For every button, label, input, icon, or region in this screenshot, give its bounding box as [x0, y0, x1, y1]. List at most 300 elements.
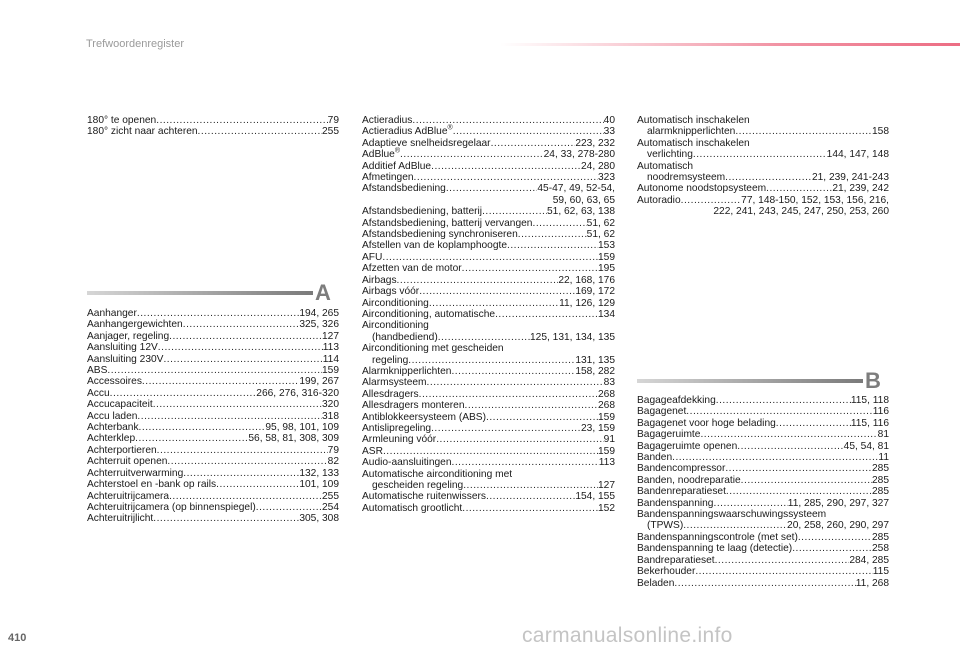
dot-leader — [429, 298, 559, 309]
index-entry — [87, 491, 339, 502]
index-entry-pages: 127 — [598, 480, 615, 491]
dot-leader — [681, 195, 742, 206]
dot-leader — [482, 206, 547, 217]
dot-leader — [400, 149, 544, 160]
dot-leader — [725, 172, 812, 183]
index-entry — [362, 343, 615, 366]
index-entry-term: 180° zicht naar achteren — [87, 126, 198, 138]
dot-leader — [431, 161, 581, 172]
dot-leader — [408, 355, 575, 366]
index-entry-pages: 56, 58, 81, 308, 309 — [248, 433, 339, 445]
dot-leader — [419, 389, 598, 400]
index-entry-pages: 323 — [598, 172, 615, 184]
index-entry-pages: 113 — [322, 342, 339, 354]
dot-leader — [798, 532, 872, 543]
dot-leader — [446, 183, 538, 194]
index-entry — [87, 308, 339, 319]
index-entry — [637, 555, 889, 566]
index-entry-term: Afstandsbediening synchroniseren — [362, 229, 518, 241]
index-entry-term: Airconditioning — [362, 297, 429, 309]
index-entry-pages: 144, 147, 148 — [826, 149, 889, 161]
index-entry — [362, 400, 615, 411]
index-entry-pages: 159 — [598, 411, 615, 423]
index-entry-pages: 223, 232 — [575, 137, 615, 149]
index-entry-term: Achterklep — [87, 433, 136, 445]
index-entry-term: Achteruitrijcamera — [87, 490, 170, 502]
index-entry-term: Afstellen van de koplamphoogte — [362, 240, 507, 252]
index-entry — [87, 411, 339, 422]
index-entry — [362, 377, 615, 388]
index-entry — [87, 456, 339, 467]
index-entry-pages: 134 — [598, 308, 615, 320]
index-entry-term: Automatisch inschakelen — [637, 115, 750, 126]
index-entry-term: Afmetingen — [362, 172, 414, 184]
index-entry-pages: 199, 267 — [299, 376, 339, 388]
dot-leader — [452, 457, 599, 468]
dot-leader — [156, 115, 327, 126]
index-entry-term: Achterruitverwarming — [87, 467, 184, 479]
index-entry-pages: 83 — [603, 377, 615, 389]
index-entry — [87, 331, 339, 342]
dot-leader — [216, 479, 299, 490]
index-entry — [362, 115, 615, 126]
index-entry-term: Adaptieve snelheidsregelaar — [362, 137, 491, 149]
index-entry — [87, 115, 339, 126]
index-entry — [87, 354, 339, 365]
index-entry-pages: 325, 326 — [299, 319, 339, 331]
index-entry-term: Accessoires — [87, 376, 142, 388]
index-entry-pages-continued: 59, 60, 63, 65 — [552, 194, 615, 206]
index-entry-term: Achterportieren — [87, 444, 157, 456]
dot-leader — [686, 406, 872, 417]
dot-leader — [414, 172, 598, 183]
dot-leader — [139, 422, 266, 433]
index-entry-pages: 266, 276, 316-320 — [256, 387, 339, 399]
dot-leader — [419, 286, 575, 297]
index-entry-term: ASR — [362, 445, 383, 457]
index-entry — [87, 388, 339, 399]
index-entry-pages: 285 — [872, 474, 889, 486]
section-a-letter: A — [315, 280, 331, 305]
index-entry — [362, 503, 615, 514]
index-entry-pages: 169, 172 — [575, 286, 615, 298]
index-entry-pages: 305, 308 — [299, 513, 339, 525]
index-entry — [87, 399, 339, 410]
index-entry — [362, 229, 615, 240]
index-entry-pages: 255 — [322, 490, 339, 502]
index-entry-pages: 91 — [603, 434, 615, 446]
index-entry — [362, 183, 615, 206]
index-entry-pages: 194, 265 — [299, 308, 339, 319]
dot-leader — [463, 480, 598, 491]
dot-leader — [507, 240, 598, 251]
dot-leader — [383, 446, 598, 457]
index-entry — [637, 138, 889, 161]
index-entry — [362, 457, 615, 468]
dot-leader — [427, 377, 604, 388]
index-entry-term: Bandenspanning — [637, 497, 714, 509]
index-entry-pages: 11 — [878, 452, 889, 464]
index-entry-term: Airconditioning met gescheiden — [362, 343, 504, 355]
dot-leader — [183, 319, 300, 330]
index-entry-term: Bagageafdekking — [637, 395, 716, 406]
header-accent-line — [500, 43, 960, 46]
index-entry — [87, 342, 339, 353]
index-entry-pages: 254 — [322, 501, 339, 513]
index-entry-term: Airbags vóór — [362, 286, 420, 298]
index-entry-pages: 159 — [322, 365, 339, 377]
index-entry — [637, 418, 889, 429]
index-entry-term: Accu laden — [87, 410, 138, 422]
index-entry — [362, 149, 615, 160]
index-entry-term: Automatisch inschakelen — [637, 137, 750, 149]
index-entry-pages: 21, 239, 241-243 — [811, 172, 889, 184]
index-entry-term: Accu — [87, 387, 110, 399]
index-entry-term: Achteruitrijcamera (op binnenspiegel) — [87, 501, 256, 513]
index-entry — [637, 395, 889, 406]
index-entry-term: Bagagenet voor hoge belading — [637, 417, 776, 429]
index-entry-pages: 285 — [872, 486, 889, 498]
index-entry-pages: 158 — [872, 126, 889, 138]
index-entry-pages: 268 — [598, 400, 615, 412]
index-entry — [637, 441, 889, 452]
index-entry — [362, 469, 615, 492]
index-entry-pages: 24, 280 — [581, 160, 615, 172]
index-entry-term: Alarmknipperlichten — [362, 365, 452, 377]
dot-leader — [167, 456, 327, 467]
dot-leader — [135, 433, 248, 444]
index-entry — [362, 389, 615, 400]
index-entry-pages: 153 — [598, 240, 615, 252]
index-entry-pages: 21, 239, 242 — [832, 183, 889, 195]
index-entry-term: Actieradius — [362, 115, 413, 126]
index-entry — [637, 463, 889, 474]
section-b-bar — [637, 379, 863, 383]
index-entry — [362, 366, 615, 377]
dot-leader — [741, 475, 872, 486]
index-entry — [637, 115, 889, 138]
index-entry — [362, 412, 615, 423]
index-entry-pages: 101, 109 — [299, 479, 339, 491]
index-entry — [362, 491, 615, 502]
index-entry — [362, 275, 615, 286]
index-entry-pages: 115 — [872, 566, 889, 578]
index-entry — [637, 509, 889, 532]
index-entry-term: Aansluiting 230V — [87, 353, 164, 365]
index-entry-term: Aanhanger — [87, 308, 137, 319]
watermark: carmanualsonline.info — [522, 624, 733, 647]
index-entry — [87, 468, 339, 479]
index-entry-term: Afzetten van de motor — [362, 263, 462, 275]
index-entry-pages: 95, 98, 101, 109 — [265, 422, 339, 434]
index-entry-term: Bandenspanningswaarschuwingssysteem — [637, 509, 827, 521]
index-entry — [637, 532, 889, 543]
index-entry-term: Aansluiting 12V — [87, 342, 158, 354]
index-entry-pages: 114 — [322, 353, 339, 365]
index-entry-pages: 159 — [598, 251, 615, 263]
dot-leader — [158, 342, 323, 353]
index-entry-pages: 51, 62, 63, 138 — [547, 206, 615, 218]
index-entry — [637, 406, 889, 417]
index-column-3-top — [637, 115, 889, 218]
index-entry-term: Actieradius AdBlue® — [362, 125, 453, 138]
index-entry-term: Automatisch grootlicht — [362, 502, 463, 514]
index-entry — [87, 479, 339, 490]
index-entry — [362, 172, 615, 183]
index-entry — [87, 502, 339, 513]
index-entry-term: Bandenreparatieset — [637, 486, 726, 498]
index-entry-term: Additief AdBlue — [362, 160, 432, 172]
index-entry-term: Bandencompressor — [637, 463, 726, 475]
index-entry — [362, 206, 615, 217]
index-entry — [637, 161, 889, 184]
dot-leader — [183, 468, 299, 479]
index-entry-pages: 158, 282 — [575, 365, 615, 377]
index-entry-term-continued: alarmknipperlichten — [647, 126, 736, 138]
index-entry-pages: 11, 126, 129 — [559, 297, 615, 309]
index-entry-pages: 159 — [598, 445, 615, 457]
dot-leader — [532, 218, 586, 229]
index-entry — [637, 195, 889, 218]
index-entry-term: Accucapaciteit — [87, 399, 153, 411]
section-a-bar — [87, 291, 313, 295]
dot-leader — [672, 452, 878, 463]
index-entry-term: Airbags — [362, 274, 397, 286]
index-entry-pages: 127 — [322, 330, 339, 342]
index-entry-pages: 115, 116 — [850, 417, 889, 429]
dot-leader — [451, 366, 575, 377]
index-entry-pages: 258 — [872, 543, 889, 555]
index-entry-term: Allesdragers monteren — [362, 400, 465, 412]
index-entry-term-continued: verlichting — [647, 149, 693, 161]
index-entry-term: Aanhangergewichten — [87, 319, 183, 331]
index-entry — [637, 498, 889, 509]
index-entry-pages: 285 — [872, 463, 889, 475]
index-entry-pages: 318 — [322, 410, 339, 422]
index-entry-pages: 45, 54, 81 — [843, 440, 889, 452]
index-entry-term: Afstandsbediening — [362, 183, 446, 195]
index-entry-term: Bekerhouder — [637, 566, 696, 578]
index-entry — [362, 252, 615, 263]
index-entry — [637, 429, 889, 440]
index-entry-term: Audio-aansluitingen — [362, 457, 452, 469]
index-entry-term: Achterstoel en -bank op rails — [87, 479, 217, 491]
dot-leader — [737, 441, 843, 452]
dot-leader — [198, 126, 322, 137]
index-entry — [637, 543, 889, 554]
index-entry-pages: 33 — [603, 126, 615, 138]
index-entry — [637, 566, 889, 577]
dot-leader — [163, 354, 322, 365]
index-entry-pages: 125, 131, 134, 135 — [530, 331, 615, 343]
dot-leader — [436, 434, 603, 445]
index-entry-term-continued: (TPWS) — [647, 520, 684, 532]
index-entry-pages: 40 — [603, 115, 615, 126]
index-entry-pages: 11, 285, 290, 297, 327 — [787, 497, 889, 509]
dot-leader — [713, 498, 787, 509]
index-entry-term: Antislipregeling — [362, 422, 432, 434]
index-entry — [87, 513, 339, 524]
dot-leader — [169, 491, 322, 502]
index-entry-term: Banden, noodreparatie — [637, 474, 741, 486]
index-column-1-top — [87, 115, 339, 138]
dot-leader — [153, 399, 322, 410]
index-entry-term: Banden — [637, 452, 673, 464]
index-entry-term: Allesdragers — [362, 388, 419, 400]
dot-leader — [683, 520, 787, 531]
index-entry — [362, 263, 615, 274]
index-entry-pages: 20, 258, 260, 290, 297 — [787, 520, 889, 532]
index-entry-pages-continued: 222, 241, 243, 245, 247, 250, 253, 260 — [713, 206, 889, 218]
dot-leader — [725, 463, 872, 474]
index-entry-term: Achterbank — [87, 422, 139, 434]
dot-leader — [431, 423, 581, 434]
dot-leader — [518, 229, 587, 240]
index-column-3-b — [637, 395, 889, 589]
index-entry-term: Bandreparatieset — [637, 554, 715, 566]
index-entry — [362, 434, 615, 445]
index-entry-pages: 255 — [322, 126, 339, 138]
index-entry-term: Bagageruimte — [637, 429, 701, 441]
index-column-1-a — [87, 308, 339, 525]
index-entry-term-continued: gescheiden regeling — [372, 480, 464, 491]
index-entry-term: Alarmsysteem — [362, 377, 427, 389]
index-entry-term-continued: (handbediend) — [372, 331, 438, 343]
index-entry-pages: 113 — [598, 457, 615, 469]
section-b-letter: B — [865, 368, 881, 393]
index-entry-term: Antiblokkeersysteem (ABS) — [362, 411, 486, 423]
index-entry-term: Armleuning vóór — [362, 434, 437, 446]
index-entry-term: 180° te openen — [87, 115, 157, 126]
dot-leader — [792, 543, 872, 554]
index-entry-term: Automatische ruitenwissers — [362, 491, 486, 503]
index-entry-term: Automatisch — [637, 160, 694, 172]
index-column-2 — [362, 115, 615, 514]
dot-leader — [462, 503, 598, 514]
index-entry-pages: 79 — [327, 115, 339, 126]
page-number: 410 — [8, 632, 27, 644]
index-entry-term-continued: regeling — [372, 354, 409, 366]
dot-leader — [382, 252, 598, 263]
dot-leader — [153, 513, 299, 524]
dot-leader — [735, 126, 872, 137]
index-entry — [362, 309, 615, 320]
dot-leader — [695, 566, 872, 577]
index-entry-term: Afstandsbediening, batterij — [362, 206, 483, 218]
index-entry-pages: 284, 285 — [849, 554, 889, 566]
dot-leader — [495, 309, 598, 320]
index-entry-term: AdBlue® — [362, 147, 401, 161]
index-entry — [362, 320, 615, 343]
index-entry-pages: 132, 133 — [299, 467, 339, 479]
dot-leader — [110, 388, 257, 399]
index-entry-pages: 115, 118 — [850, 395, 889, 406]
dot-leader — [776, 418, 851, 429]
index-entry-pages: 154, 155 — [575, 491, 615, 503]
dot-leader — [137, 411, 322, 422]
index-entry — [362, 286, 615, 297]
index-entry-term: Achterruit openen — [87, 456, 168, 468]
dot-leader — [726, 486, 872, 497]
index-entry — [362, 423, 615, 434]
index-entry-pages: 116 — [872, 406, 889, 418]
dot-leader — [462, 263, 598, 274]
index-entry-pages: 23, 159 — [581, 422, 615, 434]
index-entry — [362, 240, 615, 251]
index-entry-pages: 82 — [327, 456, 339, 468]
index-entry-pages: 77, 148-150, 152, 153, 156, 216, — [741, 194, 889, 206]
index-entry — [87, 445, 339, 456]
index-entry-pages: 11, 268 — [855, 577, 889, 589]
index-entry-term: Autonome noodstopsysteem — [637, 183, 767, 195]
index-entry-pages: 24, 33, 278-280 — [543, 149, 615, 161]
index-entry-pages: 51, 62 — [586, 217, 615, 229]
index-entry-term: Afstandsbediening, batterij vervangen — [362, 217, 533, 229]
index-entry-term: Beladen — [637, 577, 675, 589]
index-entry — [362, 161, 615, 172]
index-entry-pages: 195 — [598, 263, 615, 275]
index-entry-pages: 79 — [327, 444, 339, 456]
index-entry-term: Bagagenet — [637, 406, 687, 418]
index-entry-pages: 152 — [598, 502, 615, 514]
index-entry — [362, 218, 615, 229]
dot-leader — [674, 578, 855, 589]
index-entry — [87, 433, 339, 444]
index-entry — [362, 298, 615, 309]
index-entry-term: Autoradio — [637, 194, 681, 206]
dot-leader — [438, 332, 530, 343]
index-entry-term: ABS — [87, 365, 108, 377]
dot-leader — [137, 308, 299, 319]
index-entry-term: Airconditioning, automatische — [362, 308, 496, 320]
dot-leader — [486, 491, 575, 502]
dot-leader — [169, 331, 322, 342]
index-entry-term: AFU — [362, 251, 383, 263]
index-entry-term-continued: noodremsysteem — [647, 172, 726, 184]
dot-leader — [256, 502, 322, 513]
index-entry-pages: 285 — [872, 531, 889, 543]
index-entry-term: Achteruitrijlicht — [87, 513, 154, 525]
dot-leader — [107, 365, 322, 376]
index-entry-pages: 51, 62 — [586, 229, 615, 241]
dot-leader — [693, 149, 827, 160]
index-entry-term: Automatische airconditioning met — [362, 468, 513, 480]
index-entry — [87, 319, 339, 330]
index-entry — [637, 578, 889, 589]
dot-leader — [157, 445, 328, 456]
dot-leader — [412, 115, 603, 126]
index-entry — [637, 452, 889, 463]
dot-leader — [715, 555, 850, 566]
index-entry — [637, 486, 889, 497]
section-heading-b — [637, 368, 889, 394]
index-entry-pages: 81 — [877, 429, 889, 441]
dot-leader — [491, 138, 576, 149]
index-entry — [637, 475, 889, 486]
index-entry-term: Bandenspanningscontrole (met set) — [637, 531, 798, 543]
index-entry-term: Bandenspanning te laag (detectie) — [637, 543, 793, 555]
index-entry — [87, 126, 339, 137]
dot-leader — [453, 126, 604, 137]
index-entry-term: Airconditioning — [362, 320, 429, 332]
index-entry-term: Bagageruimte openen — [637, 440, 738, 452]
index-entry-pages: 131, 135 — [575, 354, 615, 366]
dot-leader — [766, 183, 832, 194]
index-entry — [87, 365, 339, 376]
dot-leader — [700, 429, 877, 440]
index-entry — [87, 422, 339, 433]
index-entry-pages: 22, 168, 176 — [558, 274, 615, 286]
